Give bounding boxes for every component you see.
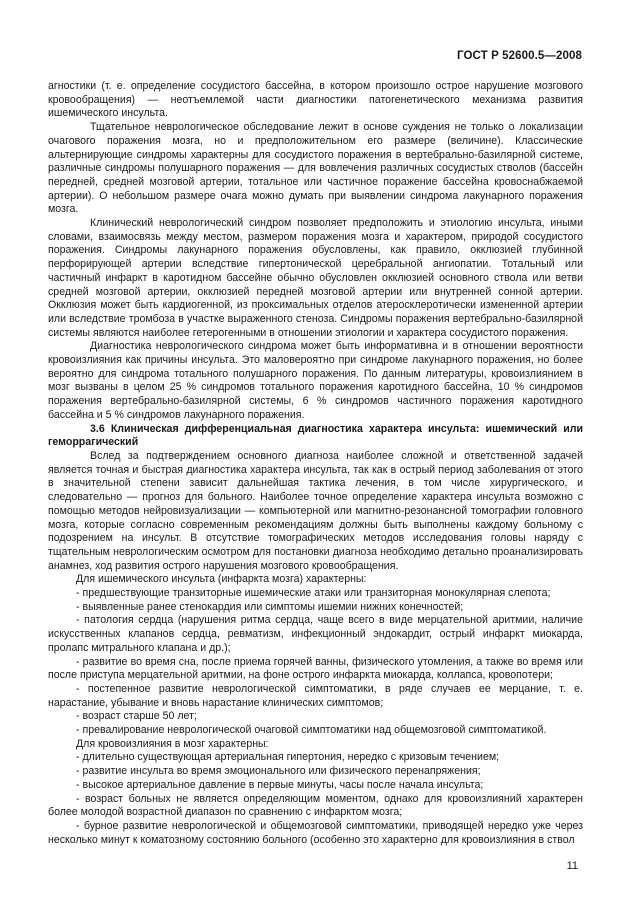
list-lead: Для ишемического инсульта (инфаркта мозга) характерны: (76, 573, 367, 586)
list-item: - развитие инсульта во время эмоционального или физического перенапряжения; (76, 765, 481, 778)
list-item: - предшествующие транзиторные ишемические атаки или транзиторная монокулярная слепота; (76, 587, 551, 600)
list-item: - превалирование неврологической очаговой симптоматики над общемозговой симптоматикой. (76, 724, 547, 737)
list-item: - возраст больных не является определяющим моментом, однако для кровоизлияний характерен более молодой возрастной диапазон по сравнению с инфарктом мозга; (48, 792, 583, 819)
list-item: - бурное развитие неврологической и общемозговой симптоматики, приводящей нередко уже через несколько минут к коматозному состоянию больного (особенно это характерно для кровоизлияния в ствол (48, 819, 583, 846)
body-text (48, 80, 583, 847)
list-item: - высокое артериальное давление в первые минуты, часы после начала инсульта; (76, 778, 484, 791)
list-item: - развитие во время сна, после приема горячей ванны, физического утомления, а также во время или после приступа мерцательной аритмии, на фоне острого инфаркта миокарда, коллапса, кровопотери; (48, 655, 583, 682)
list-item: - выявленные ранее стенокардия или симптомы ишемии нижних конечностей; (76, 600, 464, 613)
paragraph: Клинический неврологический синдром позволяет предположить и этиологию инсульта, иными словами, взаимосвязь между местом, размером поражения мозга и характером, природой сосудистого поражения. Синдромы лакунарного поражения обусловлены, как правило, окклюзией глубинной перфорирующей артерии вследствие гипертонической церебральной ангиопатии. Тотальный или частичный инфаркт в каротидном бассейне обычно обусловлен окклюзией основного ствола или ветви средней мозговой артерии, окклюзией передней мозговой артерии или внутренней сонной артерии. Окклюзия может быть кардиогенной, из проксимальных отделов атеросклеротически измененной артерии или вследствие тромбоза в участке выраженного стеноза. Синдромы поражения вертебрально-базилярной системы являются наиболее гетерогенными в отношении этиологии и характера сосудистого поражения. (48, 217, 583, 339)
page-number: 11 (566, 860, 578, 872)
list-item: - возраст старше 50 лет; (76, 710, 197, 723)
section-heading: 3.6 Клиническая дифференциальная диагностика характера инсульта: ишемический или геморрагический (48, 422, 583, 449)
paragraph: агностики (т. е. определение сосудистого бассейна, в котором произошло острое нарушение мозгового кровообращения) — неотъемлемой части диагностики патогенетического механизма развития ишемического инсульта. (48, 80, 583, 120)
list-item: - постепенное развитие неврологической симптоматики, в ряде случаев ее мерцание, т. е. нарастание, убывание и вновь нарастание клинических симптомов; (48, 682, 583, 709)
standard-number-header: ГОСТ Р 52600.5—2008 (457, 50, 582, 62)
paragraph: Диагностика неврологического синдрома может быть информативна и в отношении вероятности кровоизлияния как причины инсульта. Это маловероятно при синдроме лакунарного поражения, но более вероятно для синдрома тотального полушарного поражения. По данным литературы, кровоизлиянием в мозг вызваны в целом 25 % синдромов тотального поражения каротидного бассейна, 10 % синдромов поражения вертебрально-базилярной системы, 6 % синдромов частичного поражения каротидного бассейна и 5 % синдромов лакунарного поражения. (48, 340, 583, 421)
paragraph: Тщательное неврологическое обследование лежит в основе суждения не только о локализации очагового поражения мозга, но и предположительном его размере (величине). Классические альтернирующие синдромы характерны для сосудистого поражения в вертебрально-базилярной системе, различные синдромы полушарного поражения — для вовлечения различных сосудистых стволов (бассейн передней, средней мозговой артерии, тотальное или частичное поражение бассейна кровоснабжаемой артерии). О небольшом размере очага можно думать при выявлении синдрома лакунарного поражения мозга. (48, 121, 583, 216)
list-lead: Для кровоизлияния в мозг характерны: (76, 737, 269, 750)
list-item: - длительно существующая артериальная гипертония, нередко с кризовым течением; (76, 751, 500, 764)
paragraph: Вслед за подтверждением основного диагноза наиболее сложной и ответственной задачей является точная и быстрая диагностика характера инсульта, так как в острый период заболевания от этого в значительной степени зависит дальнейшая тактика лечения, в том числе хирургического, и следовательно — прогноз для больного. Наиболее точное определение характера инсульта возможно с помощью методов нейровизуализации — компьютерной или магнитно-резонансной томографии головного мозга, которые согласно современным рекомендациям должны быть выполнены каждому больному с подозрением на инсульт. В отсутствие томографических методов исследования головы наряду с тщательным неврологическим осмотром для постановки диагноза необходимо детально проанализировать анамнез, ход развития острого нарушения мозгового кровообращения. (48, 449, 583, 572)
list-item: - патология сердца (нарушения ритма сердца, чаще всего в виде мерцательной аритмии, наличие искусственных клапанов сердца, ревматизм, инфекционный эндокардит, острый инфаркт миокарда, пролапс митрального клапана и др.); (48, 614, 583, 654)
